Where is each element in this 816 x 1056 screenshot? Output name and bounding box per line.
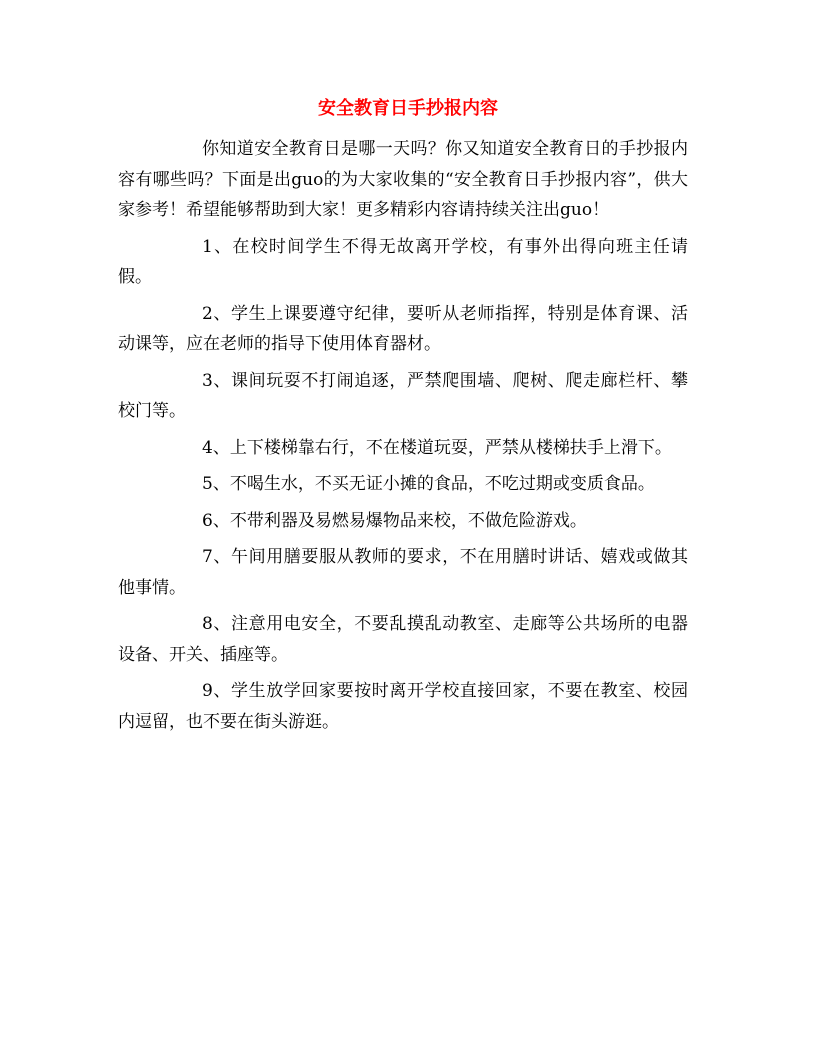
rule-item-8: 8、注意用电安全，不要乱摸乱动教室、走廊等公共场所的电器设备、开关、插座等。 xyxy=(118,614,688,665)
rule-item-1: 1、在校时间学生不得无故离开学校，有事外出得向班主任请假。 xyxy=(118,236,688,287)
intro-paragraph: 你知道安全教育日是哪一天吗？你又知道安全教育日的手抄报内容有哪些吗？下面是出guo的为大家收集的“安全教育日手抄报内容”，供大家参考！希望能够帮助到大家！更多精彩内容请持续关注出guo！ xyxy=(118,139,688,220)
rule-item-6: 6、不带利器及易燃易爆物品来校，不做危险游戏。 xyxy=(202,510,587,531)
rule-item-4: 4、上下楼梯靠右行，不在楼道玩耍，严禁从楼梯扶手上滑下。 xyxy=(202,437,672,458)
document-body xyxy=(118,134,688,743)
rule-item-9: 9、学生放学回家要按时离开学校直接回家，不要在教室、校园内逗留，也不要在街头游逛。 xyxy=(118,681,688,732)
rule-item-5: 5、不喝生水，不买无证小摊的食品，不吃过期或变质食品。 xyxy=(202,474,655,494)
rule-item-2: 2、学生上课要遵守纪律，要听从老师指挥，特别是体育课、活动课等，应在老师的指导下使用体育器材。 xyxy=(118,303,688,354)
rule-item-7: 7、午间用膳要服从教师的要求，不在用膳时讲话、嬉戏或做其他事情。 xyxy=(118,547,688,598)
rule-item-3: 3、课间玩耍不打闹追逐，严禁爬围墙、爬树、爬走廊栏杆、攀校门等。 xyxy=(118,370,688,421)
document-title: 安全教育日手抄报内容 xyxy=(318,98,498,119)
